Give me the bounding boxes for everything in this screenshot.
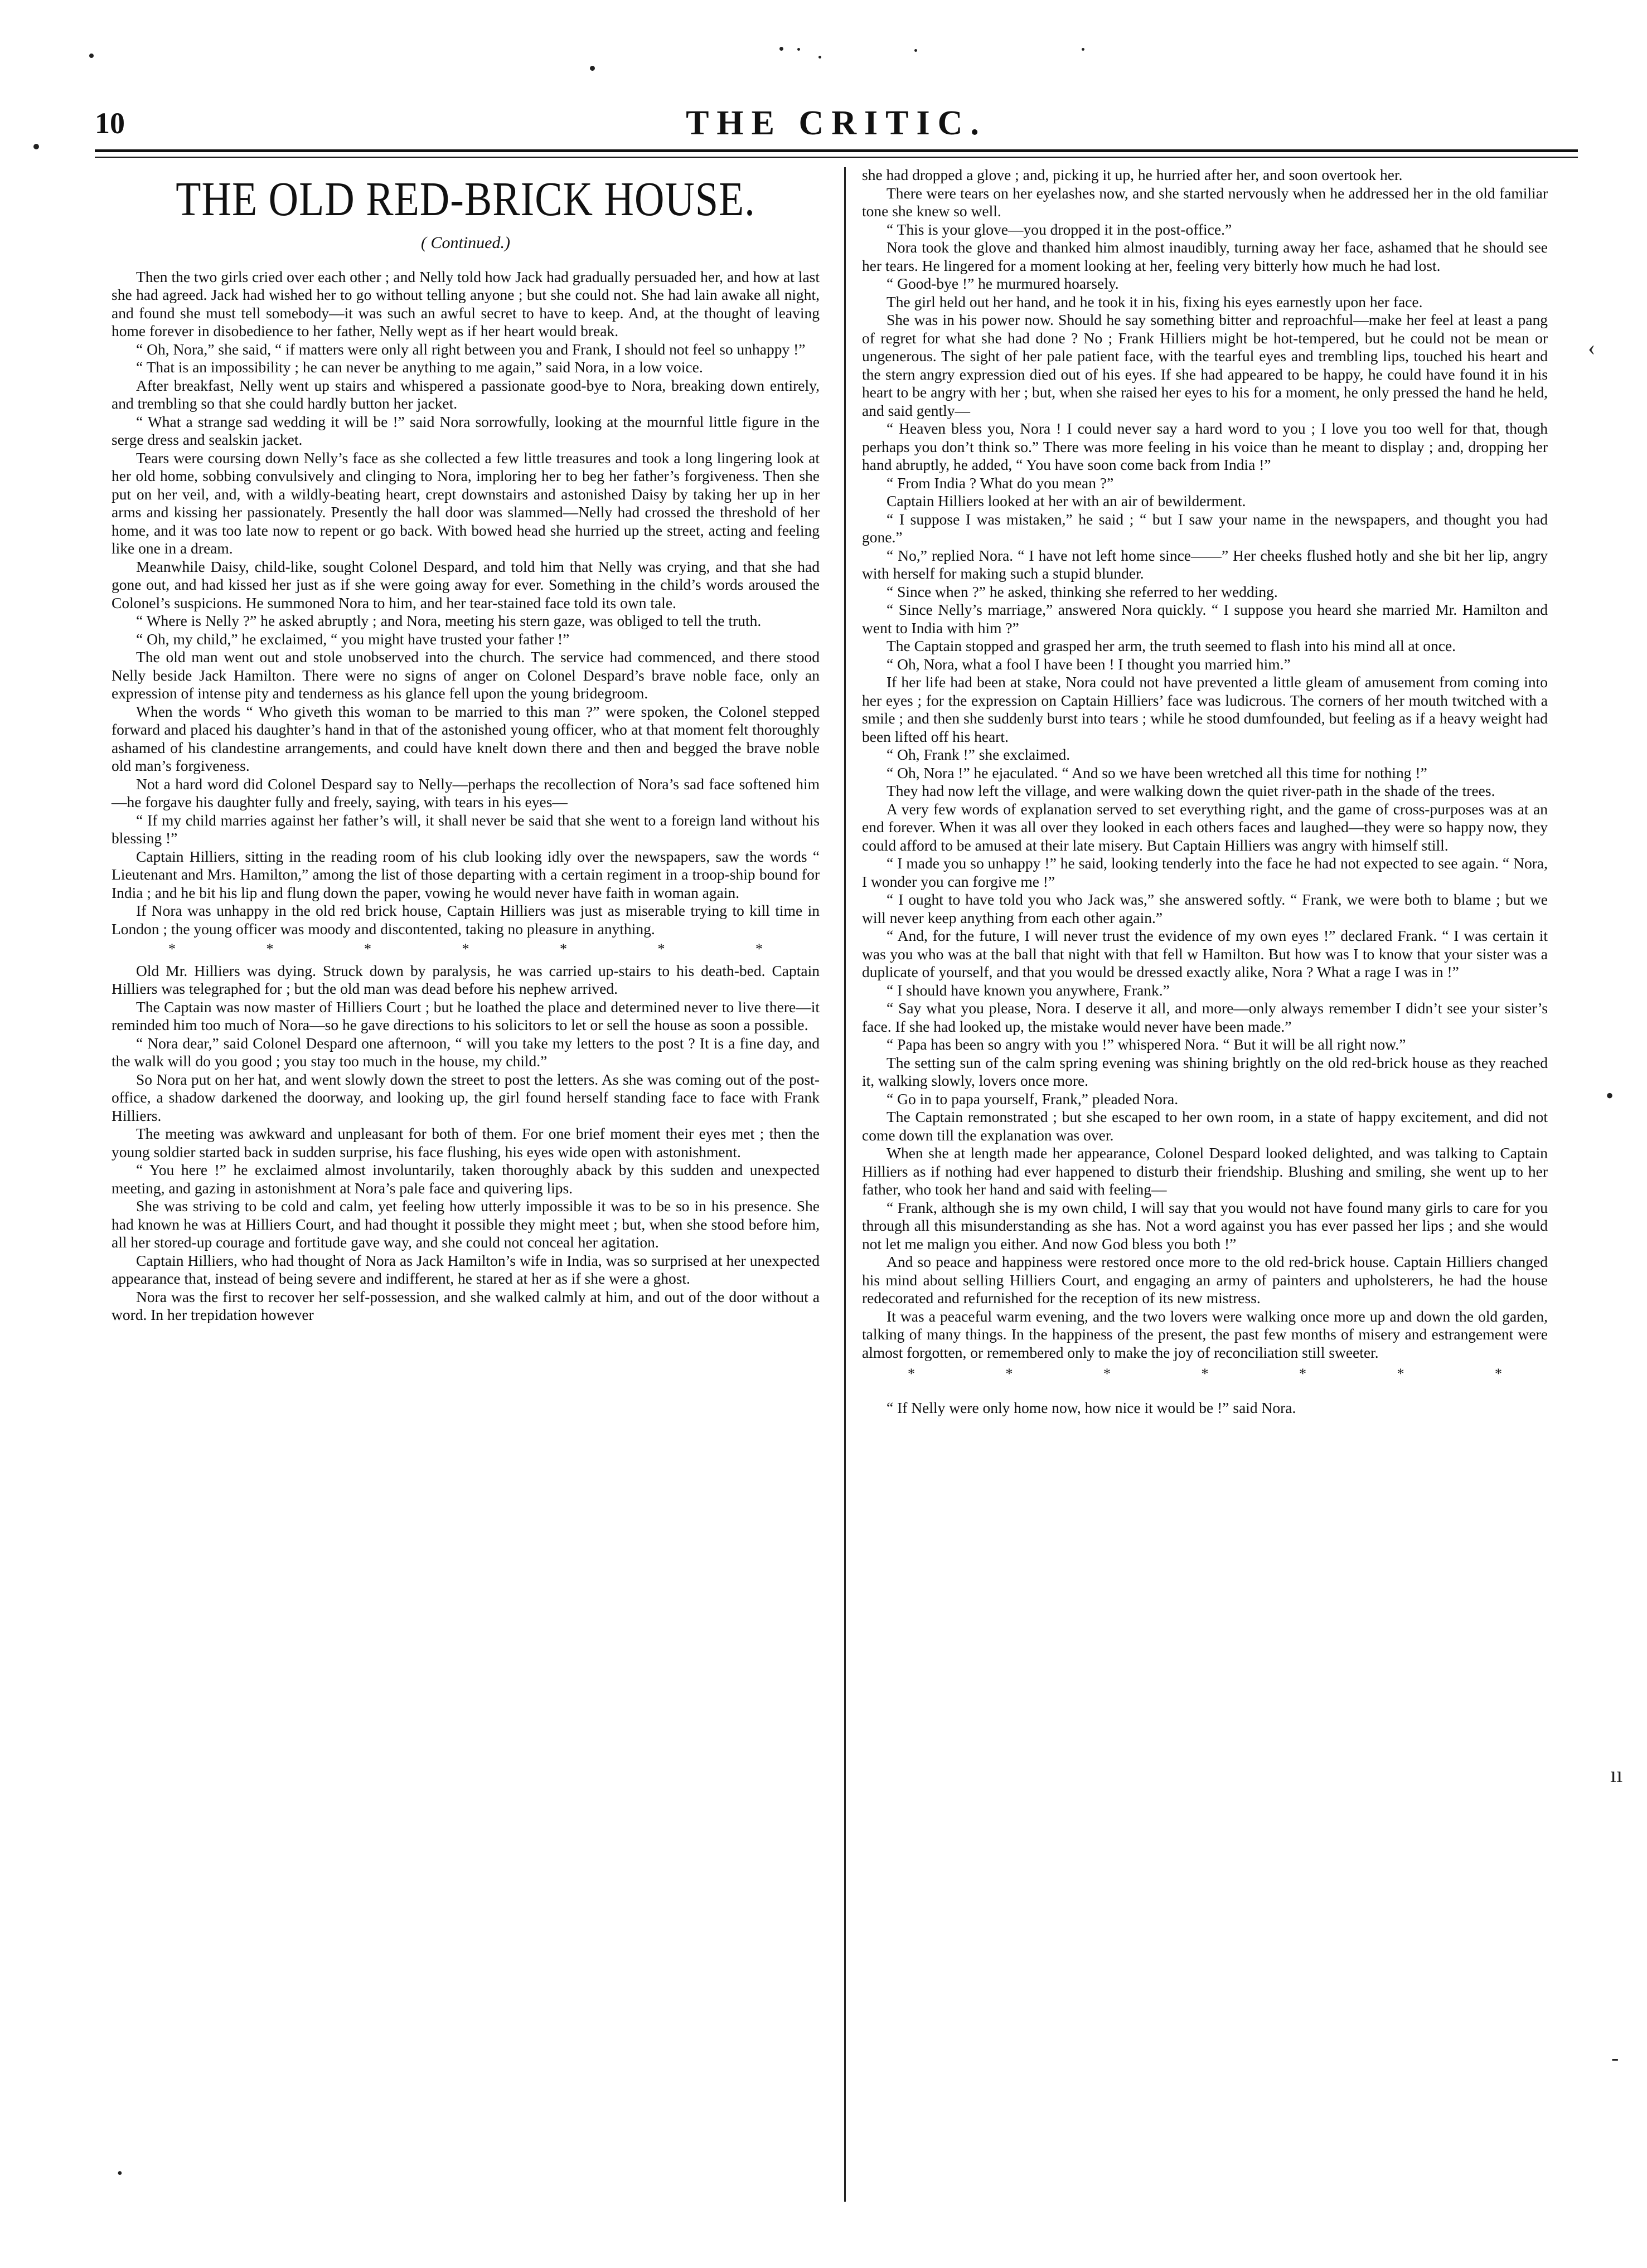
right-column — [862, 166, 1548, 1417]
article-paragraph: Not a hard word did Colonel Despard say to Nelly—perhaps the recollection of Nora’s sad face softened him—he forgave his daughter fully and freely, saying, with tears in his eyes— — [112, 775, 820, 810]
article-paragraph: She was in his power now. Should he say something bitter and reproachful—make her feel at least a pang of regret for what she had done ? No ; Frank Hilliers might be hot-tempered, but he could not be mean or ungenerous. The sight of her pale patient face, with the tearful eyes and trembling lips, touched his heart and the stern angry expression died out of his eyes. If she had appeared to be happy, he could have found it in his heart to be angry with her ; but, when she raised her eyes to his for a moment, he only pressed the hand he held, and said gently— — [862, 311, 1548, 419]
article-paragraph: So Nora put on her hat, and went slowly down the street to post the letters. As she was coming out of the post-office, a shadow darkened the doorway, and looking up, the girl found herself standing face to face with Frank Hilliers. — [112, 1070, 820, 1124]
article-paragraph: “ Oh, Nora !” he ejaculated. “ And so we have been wretched all this time for nothing !” — [887, 764, 1427, 781]
article-paragraph: “ Oh, Frank !” she exclaimed. — [887, 746, 1070, 763]
article-paragraph: She was striving to be cold and calm, yet feeling how utterly impossible it was to be so in his presence. She had known he was at Hilliers Court, and had thought it possible they might meet ; but, when she stood before him, all her stored-up courage and fortitude gave way, and she could not conceal her agitation. — [112, 1197, 820, 1251]
article-paragraph: When she at length made her appearance, Colonel Despard looked delighted, and was talking to Captain Hilliers as if nothing had ever happened to disturb their friendship. Blushing and smiling, she went up to her father, who took her hand and said with feeling— — [862, 1144, 1548, 1198]
continued-note: ( Continued.) — [421, 234, 510, 252]
print-speck — [779, 47, 783, 51]
article-paragraph: It was a peaceful warm evening, and the two lovers were walking once more up and down the old garden, talking of many things. In the happiness of the present, the past few months of misery and estrangement were almost forgotten, or remembered only to make the joy of reconciliation still sweeter. — [862, 1307, 1548, 1361]
right-column-body — [862, 166, 1548, 1417]
article-paragraph: “ Go in to papa yourself, Frank,” pleaded Nora. — [887, 1090, 1179, 1108]
article-paragraph: she had dropped a glove ; and, picking it up, he hurried after her, and soon overtook her. — [862, 166, 1403, 183]
article-paragraph: The setting sun of the calm spring evening was shining brightly on the old red-brick house as they reached it, walking slowly, lovers once more. — [862, 1053, 1548, 1089]
article-paragraph: Captain Hilliers looked at her with an air of bewilderment. — [887, 492, 1246, 509]
article-paragraph: “ From India ? What do you mean ?” — [887, 474, 1114, 492]
margin-mark: • — [1606, 1083, 1614, 1108]
article-paragraph: “ Since Nelly’s marriage,” answered Nora quickly. “ I suppose you heard she married Mr. Hamilton and went to India with him ?” — [862, 601, 1548, 637]
margin-mark: • — [117, 2165, 123, 2182]
article-paragraph: If Nora was unhappy in the old red brick house, Captain Hilliers was just as miserable trying to kill time in London ; the young officer was moody and discontented, taking no pleasure in anything. — [112, 902, 820, 938]
article-paragraph: Meanwhile Daisy, child-like, sought Colonel Despard, and told him that Nelly was crying, and that she had gone out, and had kissed her just as if she were going away for ever. Something in the child’s words aroused the Colonel’s suspicions. He summoned Nora to him, and her tear-stained face told its own tale. — [112, 557, 820, 611]
article-paragraph: A very few words of explanation served to set everything right, and the game of cross-purposes was at an end forever. When it was all over they looked in each others faces and laughed—they were so happy now, they could afford to be amused at their late misery. But Captain Hilliers was angry with himself still. — [862, 800, 1548, 854]
print-speck — [797, 48, 800, 51]
article-paragraph: Nora took the glove and thanked him almost inaudibly, turning away her face, ashamed that he should see her tears. He lingered for a moment looking at her, feeling very bitterly how much he had lost. — [862, 239, 1548, 274]
article-paragraph: “ No,” replied Nora. “ I have not left home since——” Her cheeks flushed hotly and she bit her lip, angry with herself for making such a stupid blunder. — [862, 546, 1548, 582]
article-paragraph: “ I ought to have told you who Jack was,” she answered softly. “ Frank, we were both to blame ; but we will never keep anything from each other again.” — [862, 891, 1548, 926]
print-speck — [33, 144, 39, 149]
masthead — [95, 106, 1578, 145]
article-paragraph: The old man went out and stole unobserved into the church. The service had commenced, and there stood Nelly beside Jack Hamilton. There were no signs of anger on Colonel Despard’s brave noble face, only an expression of intense pity and tenderness as his glance fell upon the young bridegroom. — [112, 648, 820, 702]
article-paragraph: When the words “ Who giveth this woman to be married to this man ?” were spoken, the Colonel stepped forward and placed his daughter’s hand in that of the astonished young officer, who at that moment felt thoroughly ashamed of his clandestine arrangements, and could have knelt down there and then and begged the brave noble old man’s forgiveness. — [112, 702, 820, 774]
article-title: THE OLD RED-BRICK HOUSE. — [176, 172, 755, 227]
article-paragraph: Nora was the first to recover her self-possession, and she walked calmly at him, and out of the door without a word. In her trepidation however — [112, 1288, 820, 1323]
article-paragraph: The girl held out her hand, and he took it in his, fixing his eyes earnestly upon her face. — [887, 293, 1423, 310]
article-paragraph: “ Where is Nelly ?” he asked abruptly ; and Nora, meeting his stern gaze, was obliged to tell the truth. — [136, 612, 762, 629]
article-paragraph: The Captain stopped and grasped her arm, the truth seemed to flash into his mind all at once. — [887, 637, 1456, 654]
article-paragraph: The Captain remonstrated ; but she escaped to her own room, in a state of happy excitement, and did not come down till the explanation was over. — [862, 1108, 1548, 1144]
margin-mark: - — [1611, 2045, 1619, 2070]
article-paragraph: “ That is an impossibility ; he can never be anything to me again,” said Nora, in a low voice. — [136, 358, 703, 376]
article-paragraph: “ This is your glove—you dropped it in the post-office.” — [887, 220, 1232, 238]
print-speck — [914, 49, 917, 52]
article-paragraph: After breakfast, Nelly went up stairs and whispered a passionate good-bye to Nora, breaking down entirely, and trembling so that she could hardly button her jacket. — [112, 376, 820, 412]
article-paragraph: “ I made you so unhappy !” he said, looking tenderly into the face he had not expected to see again. “ Nora, I wonder you can forgive me !” — [862, 854, 1548, 890]
article-paragraph: “ Say what you please, Nora. I deserve it all, and more—only always remember I didn’t see your sister’s face. If she had looked up, the mistake would never have been made.” — [862, 999, 1548, 1035]
article-paragraph: “ Papa has been so angry with you !” whispered Nora. “ But it will be all right now.” — [887, 1036, 1406, 1053]
margin-mark: ‹ — [1588, 335, 1596, 360]
article-paragraph: “ Oh, Nora,” she said, “ if matters were only all right between you and Frank, I should not feel so unhappy !” — [136, 340, 806, 358]
article-paragraph: “ Oh, my child,” he exclaimed, “ you might have trusted your father !” — [136, 630, 570, 648]
article-paragraph: “ If my child marries against her father’s will, it shall never be said that she went to a foreign land without his blessing !” — [112, 811, 820, 847]
print-speck — [590, 66, 595, 71]
column-divider — [844, 167, 846, 2202]
article-paragraph: Tears were coursing down Nelly’s face as she collected a few little treasures and took a long lingering look at her old home, sobbing convulsively and clinging to Nora, imploring her to beg her father’s forgiveness. Then she put on her veil, and, with a wildly-beating heart, crept downstairs and astonished Daisy by taking her up in her arms and kissing her passionately. Presently the hall door was slammed—Nelly had crossed the threshold of her home, and it was too late now to repent or go back. With bowed head she hurried up the street, acting and feeling like one in a dream. — [112, 449, 820, 557]
article-paragraph: “ Frank, although she is my own child, I will say that you would not have found many girls to care for you through all this misunderstanding as she has. Not a word against you has ever passed her lips ; and she would not let me malign you either. And now God bless you both !” — [862, 1198, 1548, 1252]
article-paragraph: Captain Hilliers, who had thought of Nora as Jack Hamilton’s wife in India, was so surprised at her unexpected appearance that, instead of being severe and indifferent, he stared at her as if she were a ghost. — [112, 1251, 820, 1287]
article-paragraph: The meeting was awkward and unpleasant for both of them. For one brief moment their eyes met ; then the young soldier started back in sudden surprise, his face flushing, his eyes wide open with astonishment. — [112, 1125, 820, 1160]
print-speck — [89, 54, 94, 58]
article-paragraph: “ Since when ?” he asked, thinking she referred to her wedding. — [887, 582, 1278, 600]
margin-mark: ıı — [1610, 1762, 1623, 1787]
article-paragraph: “ If Nelly were only home now, how nice it would be !” said Nora. — [887, 1398, 1296, 1416]
article-paragraph: “ What a strange sad wedding it will be !” said Nora sorrowfully, looking at the mournful little figure in the serge dress and sealskin jacket. — [112, 412, 820, 448]
masthead-rule-thin — [95, 157, 1578, 158]
masthead-rule — [95, 149, 1578, 152]
article-paragraph: “ I suppose I was mistaken,” he said ; “ but I saw your name in the newspapers, and thought you had gone.” — [862, 510, 1548, 546]
section-separator: * * * * * * * — [908, 1366, 1546, 1382]
article-paragraph: And so peace and happiness were restored once more to the old red-brick house. Captain Hilliers changed his mind about selling Hilliers Court, and engaging an army of painters and upholsterers, he had the house redecorated and refurnished for the reception of its new mistress. — [862, 1253, 1548, 1307]
paper-title: THE CRITIC. — [686, 104, 987, 142]
article-paragraph: Then the two girls cried over each other ; and Nelly told how Jack had gradually persuaded her, and how at last she had agreed. Jack had wished her to go without telling anyone ; but she could not. She had lain awake all night, and found she must tell somebody—it was such an awful secret to have to keep. And, at the thought of leaving home forever in disobedience to her father, Nelly wept as if her heart would break. — [112, 268, 820, 339]
article-paragraph: “ Heaven bless you, Nora ! I could never say a hard word to you ; I love you too well for that, though perhaps you don’t think so.” There was more feeling in his voice than he meant to display ; and, dropping her hand abruptly, he added, “ You have soon come back from India !” — [862, 420, 1548, 473]
article-paragraph: If her life had been at stake, Nora could not have prevented a little gleam of amusement from coming into her eyes ; for the expression on Captain Hilliers’ face was ludicrous. The corners of her mouth twitched with a smile ; and then she suddenly burst into tears ; while he stood dumfounded, but feeling as if a heavy weight had been lifted off his heart. — [862, 673, 1548, 745]
section-separator: * * * * * * * — [168, 941, 806, 957]
article-paragraph: “ And, for the future, I will never trust the evidence of my own eyes !” declared Frank. “ I was certain it was you who was at the ball that night with that fell w Hamilton. But how was I to know that your sister was a duplicate of yourself, and that you would be dressed exactly alike, Nora ? What a rage I was in !” — [862, 927, 1548, 980]
article-paragraph: “ You here !” he exclaimed almost involuntarily, taken thoroughly aback by this sudden and unexpected meeting, and gazing in astonishment at Nora’s pale face and quivering lips. — [112, 1161, 820, 1197]
article-paragraph: There were tears on her eyelashes now, and she started nervously when he addressed her in the old familiar tone she knew so well. — [862, 184, 1548, 220]
print-speck — [1082, 48, 1084, 51]
article-paragraph: Captain Hilliers, sitting in the reading room of his club looking idly over the newspapers, saw the words “ Lieutenant and Mrs. Hamilton,” among the list of those departing with a certain regiment in a troop-ship bound for India ; and he bit his lip and flung down the paper, vowing he would never have faith in woman again. — [112, 847, 820, 901]
article-paragraph: They had now left the village, and were walking down the quiet river-path in the shade of the trees. — [887, 782, 1495, 799]
print-speck — [818, 56, 821, 59]
left-column — [112, 167, 820, 1324]
article-paragraph: “ Oh, Nora, what a fool I have been ! I thought you married him.” — [887, 655, 1291, 673]
article-paragraph: “ Good-bye !” he murmured hoarsely. — [887, 275, 1119, 292]
article-paragraph: The Captain was now master of Hilliers Court ; but he loathed the place and determined never to live there—it reminded him too much of Nora—so he gave directions to his solicitors to let or sell the house as soon a possible. — [112, 998, 820, 1033]
article-paragraph: Old Mr. Hilliers was dying. Struck down by paralysis, he was carried up-stairs to his death-bed. Captain Hilliers was telegraphed for ; but the old man was dead before his nephew arrived. — [112, 961, 820, 997]
page-number: 10 — [95, 106, 125, 140]
article-paragraph: “ Nora dear,” said Colonel Despard one afternoon, “ will you take my letters to the post ? It is a fine day, and the walk will do you good ; you stay too much in the house, my child.” — [112, 1034, 820, 1070]
article-paragraph: “ I should have known you anywhere, Frank.” — [887, 981, 1170, 999]
left-column-body — [112, 268, 820, 1324]
